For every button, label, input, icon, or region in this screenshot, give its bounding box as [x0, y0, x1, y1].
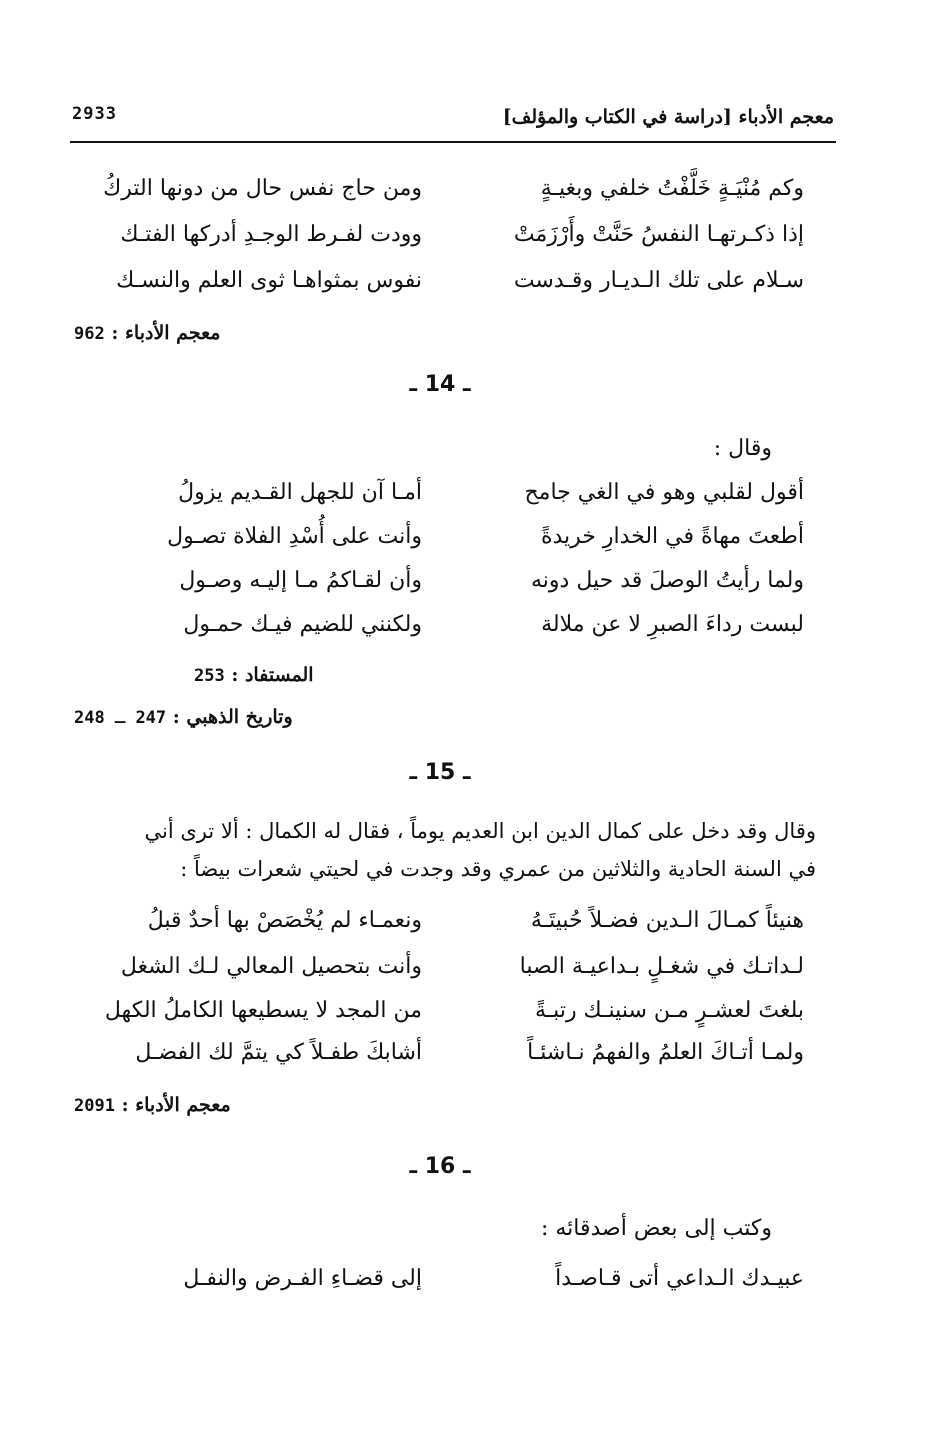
verse-line: [0, 480, 932, 520]
running-header-title: معجم الأدباء [دراسة في الكتاب والمؤلف]: [502, 106, 834, 128]
header-rule: [70, 141, 836, 143]
verse-line: [0, 1266, 932, 1306]
reference-label: وتاريخ الذهبي :: [172, 706, 293, 728]
verse-first-hemistich: لبست رداءَ الصبرِ لا عن ملالة: [541, 612, 804, 637]
verse-first-hemistich: إذا ذكـرتهـا النفسُ حَنَّتْ وأَرْزَمَتْ: [513, 222, 804, 247]
verse-line: [0, 268, 932, 308]
section-intro: وقال :: [713, 436, 772, 461]
verse-first-hemistich: سـلام على تلك الـديـار وقـدست: [513, 268, 804, 293]
verse-line: [0, 612, 932, 652]
verse-first-hemistich: هنيئاً كمـالَ الـدين فضـلاً حُبيتَـهُ: [530, 908, 804, 933]
source-reference: [74, 322, 220, 344]
reference-label: المستفاد :: [231, 664, 314, 686]
verse-line: [0, 524, 932, 564]
verse-second-hemistich: ونعمـاء لم يُخْصَصْ بها أحدٌ قبلُ: [147, 908, 422, 933]
reference-number: 962: [74, 324, 105, 344]
section-number: ـ 14 ـ: [409, 372, 471, 397]
verse-first-hemistich: ولمـا أتـاكَ العلمُ والفهمُ نـاشئـاً: [527, 1040, 804, 1065]
source-reference: [194, 664, 314, 686]
reference-number: 2091: [74, 1096, 115, 1116]
verse-line: [0, 176, 932, 216]
verse-first-hemistich: ولما رأيتُ الوصلَ قد حيل دونه: [530, 568, 804, 593]
verse-first-hemistich: بلغتَ لعشـرٍ مـن سنينـك رتبـةً: [534, 998, 804, 1023]
reference-label: معجم الأدباء :: [111, 322, 221, 344]
verse-first-hemistich: أقول لقلبي وهو في الغي جامح: [524, 480, 804, 505]
verse-second-hemistich: نفوس بمثواهـا ثوى العلم والنسـك: [116, 268, 422, 293]
verse-first-hemistich: لـداتـك في شغـلٍ بـداعيـة الصبا: [519, 954, 804, 979]
prose-line: في السنة الحادية والثلاثين من عمري وقد وجدت في لحيتي شعرات بيضاً :: [180, 857, 816, 881]
verse-line: [0, 998, 932, 1038]
section-number: ـ 16 ـ: [409, 1154, 471, 1179]
source-reference: [74, 1094, 231, 1116]
verse-second-hemistich: ومن حاج نفس حال من دونها التركُ: [103, 176, 422, 201]
prose-paragraph: [70, 812, 816, 888]
reference-label: معجم الأدباء :: [121, 1094, 231, 1116]
verse-first-hemistich: أطعتَ مهاةً في الخدارِ خريدةً: [540, 524, 804, 549]
verse-line: [0, 954, 932, 994]
verse-first-hemistich: عبيـدك الـداعي أتى قـاصـداً: [555, 1266, 804, 1291]
prose-line: وقال وقد دخل على كمال الدين ابن العديم يوماً ، فقال له الكمال : ألا ترى أني: [144, 819, 816, 843]
verse-second-hemistich: ولكنني للضيم فيـك حمـول: [183, 612, 422, 637]
page-number: 2933: [72, 104, 117, 124]
verse-line: [0, 908, 932, 948]
verse-line: [0, 222, 932, 262]
verse-second-hemistich: وأنت بتحصيل المعالي لـك الشغل: [120, 954, 422, 979]
verse-second-hemistich: أشابكَ طفـلاً كي يتمَّ لك الفضـل: [135, 1040, 422, 1065]
verse-line: [0, 568, 932, 608]
section-intro: وكتب إلى بعض أصدقائه :: [540, 1216, 772, 1241]
verse-second-hemistich: أمـا آن للجهل القـديم يزولُ: [178, 480, 422, 505]
verse-second-hemistich: إلى قضـاءِ الفـرض والنفـل: [183, 1266, 422, 1291]
verse-line: [0, 1040, 932, 1080]
source-reference: [74, 706, 293, 728]
verse-first-hemistich: وكم مُنْيَـةٍ خَلَّفْتُ خلفي وبغيـةٍ: [540, 176, 804, 201]
reference-number: 247 ـ 248: [74, 708, 167, 728]
reference-number: 253: [194, 666, 225, 686]
verse-second-hemistich: من المجد لا يسطيعها الكاملُ الكهل: [104, 998, 422, 1023]
verse-second-hemistich: وودت لفـرط الوجـدِ أدركها الفتـك: [120, 222, 422, 247]
verse-second-hemistich: وأن لقـاكمُ مـا إليـه وصـول: [179, 568, 422, 593]
verse-second-hemistich: وأنت على أُسْدِ الفلاة تصـول: [167, 524, 422, 549]
section-number: ـ 15 ـ: [409, 760, 471, 785]
